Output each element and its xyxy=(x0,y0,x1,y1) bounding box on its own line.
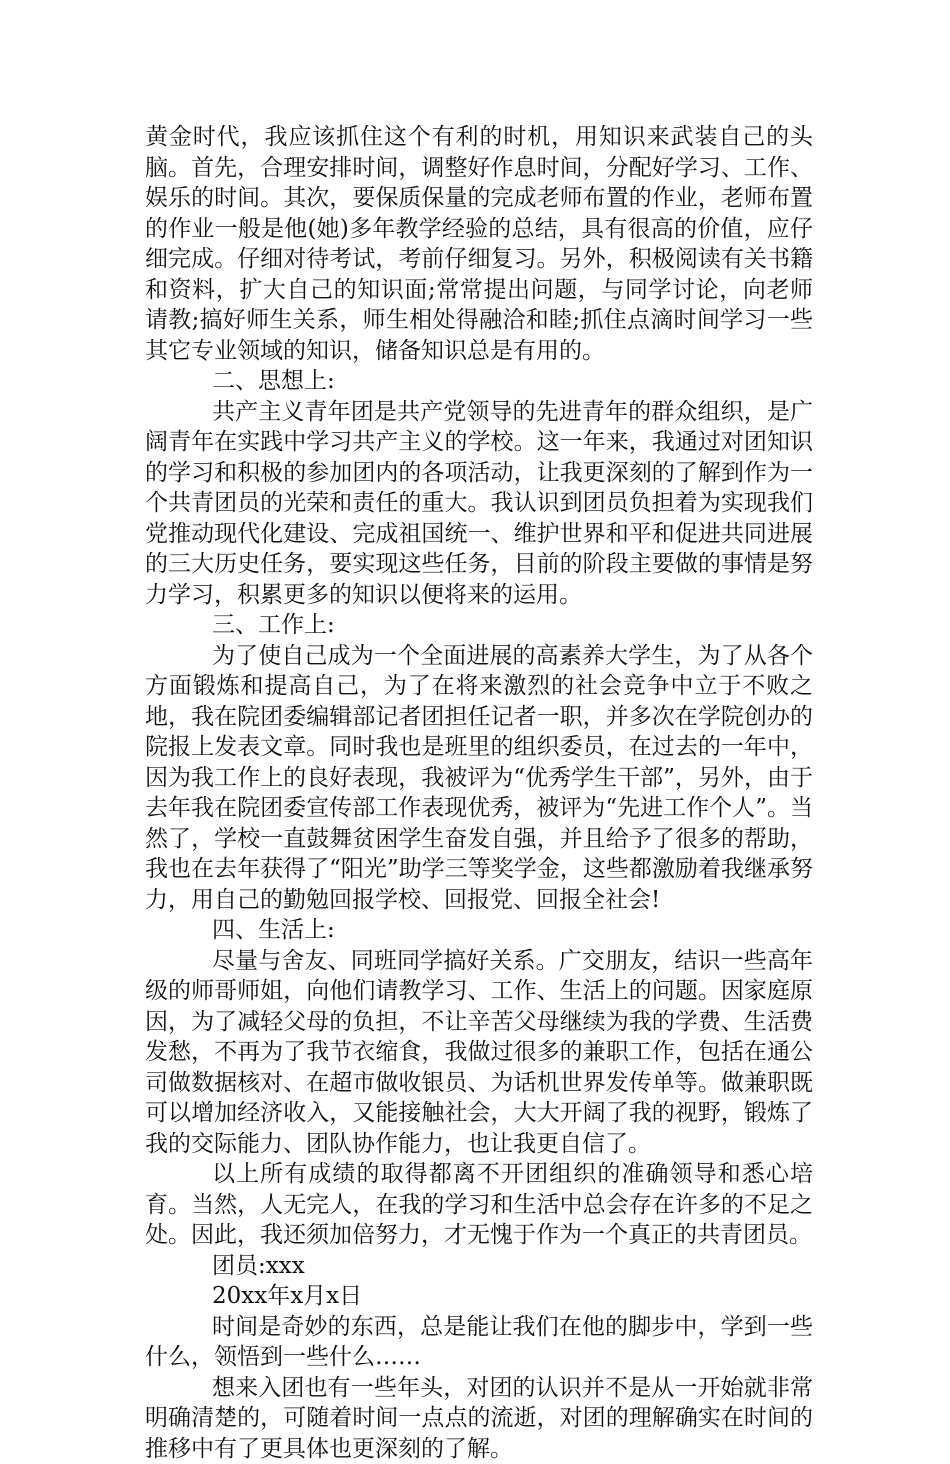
heading-ideology: 二、思想上: xyxy=(145,366,813,397)
signature-line: 团员:xxx xyxy=(145,1251,813,1282)
paragraph-joining: 想来入团也有一些年头，对团的认识并不是从一开始就非常明确清楚的，可随着时间一点点的流逝，对团的理解确实在时间的推移中有了更具体也更深刻的了解。 xyxy=(145,1373,813,1464)
paragraph-ideology: 共产主义青年团是共产党领导的先进青年的群众组织，是广阔青年在实践中学习共产主义的学校。这一年来，我通过对团知识的学习和积极的参加团内的各项活动，让我更深刻的了解到作为一个共青团员的光荣和责任的重大。我认识到团员负担着为实现我们党推动现代化建设、完成祖国统一、维护世界和平和促进共同进展的三大历史任务，要实现这些任务，目前的阶段主要做的事情是努力学习，积累更多的知识以便将来的运用。 xyxy=(145,397,813,611)
paragraph-conclusion: 以上所有成绩的取得都离不开团组织的准确领导和悉心培育。当然，人无完人，在我的学习和生活中总会存在许多的不足之处。因此，我还须加倍努力，才无愧于作为一个真正的共青团员。 xyxy=(145,1159,813,1251)
document-page xyxy=(145,122,813,1464)
paragraph-study-continued: 黄金时代，我应该抓住这个有利的时机，用知识来武装自己的头脑。首先，合理安排时间，调整好作息时间，分配好学习、工作、娱乐的时间。其次，要保质保量的完成老师布置的作业，老师布置的作业一般是他(她)多年教学经验的总结，具有很高的价值，应仔细完成。仔细对待考试，考前仔细复习。另外，积极阅读有关书籍和资料，扩大自己的知识面;常常提出问题，与同学讨论，向老师请教;搞好师生关系，师生相处得融洽和睦;抓住点滴时间学习一些其它专业领域的知识，储备知识总是有用的。 xyxy=(145,122,813,366)
paragraph-work: 为了使自己成为一个全面进展的高素养大学生，为了从各个方面锻炼和提高自己，为了在将来激烈的社会竞争中立于不败之地，我在院团委编辑部记者团担任记者一职，并多次在学院创办的院报上发表文章。同时我也是班里的组织委员，在过去的一年中，因为我工作上的良好表现，我被评为“优秀学生干部”，另外，由于去年我在院团委宣传部工作表现优秀，被评为“先进工作个人”。当然了，学校一直鼓舞贫困学生奋发自强，并且给予了很多的帮助，我也在去年获得了“阳光”助学三等奖学金，这些都激励着我继承努力，用自己的勤勉回报学校、回报党、回报全社会! xyxy=(145,641,813,916)
paragraph-time: 时间是奇妙的东西，总是能让我们在他的脚步中，学到一些什么，领悟到一些什么…… xyxy=(145,1312,813,1373)
paragraph-life: 尽量与舍友、同班同学搞好关系。广交朋友，结识一些高年级的师哥师姐，向他们请教学习、工作、生活上的问题。因家庭原因，为了减轻父母的负担，不让辛苦父母继续为我的学费、生活费发愁，不再为了我节衣缩食，我做过很多的兼职工作，包括在通公司做数据核对、在超市做收银员、为话机世界发传单等。做兼职既可以增加经济收入，又能接触社会，大大开阔了我的视野，锻炼了我的交际能力、团队协作能力，也让我更自信了。 xyxy=(145,946,813,1160)
heading-work: 三、工作上: xyxy=(145,610,813,641)
heading-life: 四、生活上: xyxy=(145,915,813,946)
date-line: 20xx年x月x日 xyxy=(145,1281,813,1312)
